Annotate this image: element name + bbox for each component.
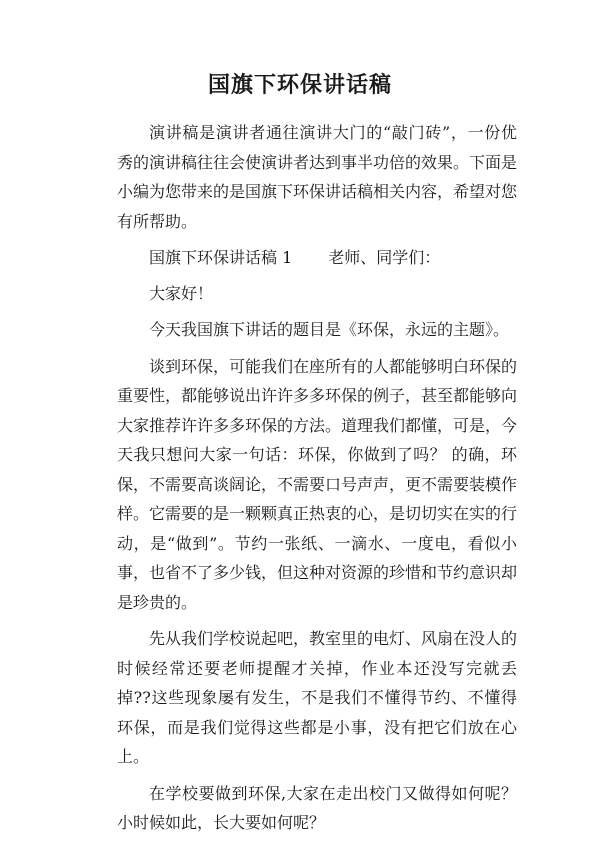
greeting: 老师、同学们： xyxy=(328,248,441,267)
section-heading-line xyxy=(117,243,517,273)
school-paragraph: 先从我们学校说起吧，教室里的电灯、风扇在没人的时候经常还要老师提醒才关掉，作业本还没写完就丢掉??这些现象屡有发生，不是我们不懂得节约、不懂得环保，而是我们觉得这些都是小事，没有把它们放在心上。 xyxy=(117,629,518,766)
outside-school-paragraph: 在学校要做到环保,大家在走出校门又做得如何呢？小时候如此，长大要如何呢？ xyxy=(117,783,517,832)
environment-paragraph: 谈到环保，可能我们在座所有的人都能够明白环保的重要性，都能够说出许许多多环保的例子，甚至都能够向大家推荐许许多多环保的方法。道理我们都懂，可是，今天我只想问大家一句话：环保，你做到了吗？ 的确，环保，不需要高谈阔论，不需要口号声声，更不需要装模作样。它需要的是一颗颗真正热衷的心，是切切实在实的行动，是“做到”。节约一张纸、一滴水、一度电，看似小事，也省不了多少钱，但这种对资源的珍惜和节约意识却是珍贵的。 xyxy=(117,356,518,612)
salutation-paragraph: 大家好！ xyxy=(149,283,214,303)
section-heading: 国旗下环保讲话稿 1 xyxy=(149,248,293,267)
document-body xyxy=(117,118,517,845)
document-title: 国旗下环保讲话稿 xyxy=(207,72,392,98)
topic-paragraph: 今天我国旗下讲话的题目是《环保，永远的主题》。 xyxy=(149,320,510,339)
intro-paragraph: 演讲稿是演讲者通往演讲大门的“敲门砖”，一份优秀的演讲稿往往会使演讲者达到事半功倍的效果。下面是小编为您带来的是国旗下环保讲话稿相关内容，希望对您有所帮助。 xyxy=(117,123,518,231)
